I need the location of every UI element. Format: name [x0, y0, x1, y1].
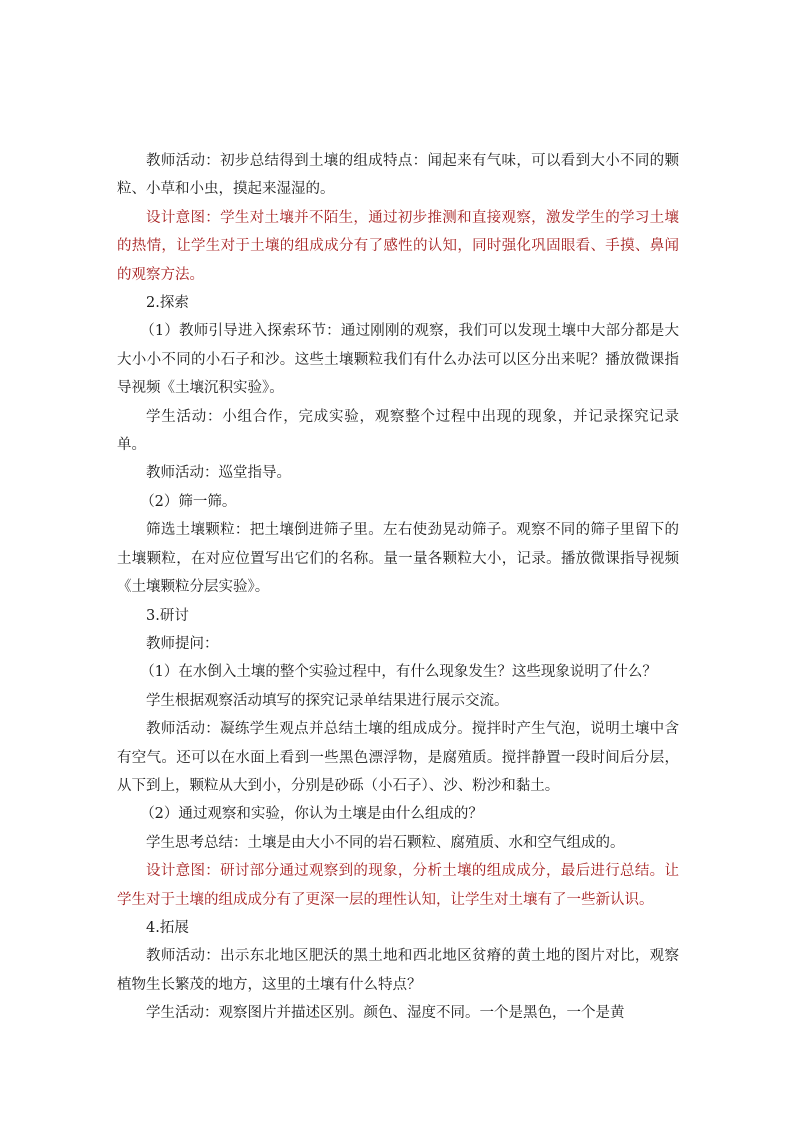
- paragraph-question-2: （2）通过观察和实验，你认为土壤是由什么组成的？: [140, 806, 483, 823]
- paragraph-teacher-conclusion: 教师活动：凝练学生观点并总结土壤的组成成分。搅拌时产生气泡，说明土壤中含有空气。还可以在水面上看到一些黑色漂浮物，是腐殖质。搅拌静置一段时间后分层，从下到上，颗粒从大到小，分别是砂砾（小石子）、沙、粉沙和黏土。: [117, 721, 679, 794]
- paragraph-question-1: （1）在水倒入土壤的整个实验过程中，有什么现象发生？这些现象说明了什么？: [140, 664, 657, 681]
- paragraph-teacher-question: 教师提问：: [146, 635, 219, 652]
- paragraph-teacher-guidance: 教师活动：巡堂指导。: [146, 465, 291, 482]
- section-heading-extend: 4.拓展: [146, 919, 189, 936]
- paragraph-design-intent-1: 设计意图：学生对土壤并不陌生，通过初步推测和直接观察，激发学生的学习土壤的热情，让学生对于土壤的组成成分有了感性的认知，同时强化巩固眼看、手摸、鼻闻的观察方法。: [117, 209, 679, 283]
- section-heading-explore: 2.探索: [146, 295, 189, 312]
- section-heading-discuss: 3.研讨: [146, 607, 189, 624]
- paragraph-teacher-summary: 教师活动：初步总结得到土壤的组成特点：闻起来有气味，可以看到大小不同的颗粒、小草和小虫，摸起来湿湿的。: [117, 153, 679, 198]
- paragraph-student-summary: 学生思考总结：土壤是由大小不同的岩石颗粒、腐殖质、水和空气组成的。: [146, 834, 625, 851]
- paragraph-explore-intro: （1）教师引导进入探索环节：通过刚刚的观察，我们可以发现土壤中大部分都是大大小小不同的小石子和沙。这些土壤颗粒我们有什么办法可以区分出来呢？播放微课指导视频《土壤沉积实验》。: [117, 323, 679, 397]
- paragraph-teacher-extend: 教师活动：出示东北地区肥沃的黑土地和西北地区贫瘠的黄土地的图片对比，观察植物生长繁茂的地方，这里的土壤有什么特点？: [117, 948, 679, 993]
- paragraph-sieve: （2）筛一筛。: [140, 493, 237, 510]
- paragraph-student-share: 学生根据观察活动填写的探究记录单结果进行展示交流。: [146, 692, 509, 709]
- paragraph-sieve-steps: 筛选土壤颗粒：把土壤倒进筛子里。左右使劲晃动筛子。观察不同的筛子里留下的土壤颗粒，在对应位置写出它们的名称。量一量各颗粒大小，记录。播放微课指导视频《土壤颗粒分层实验》。: [117, 522, 679, 596]
- paragraph-student-extend: 学生活动：观察图片并描述区别。颜色、湿度不同。一个是黑色，一个是黄: [146, 1005, 625, 1022]
- paragraph-student-activity-1: 学生活动：小组合作，完成实验，观察整个过程中出现的现象，并记录探究记录单。: [117, 408, 679, 454]
- document-body: [117, 147, 679, 1028]
- paragraph-design-intent-2: 设计意图：研讨部分通过观察到的现象，分析土壤的组成成分，最后进行总结。让学生对于土壤的组成成分有了更深一层的理性认知，让学生对土壤有了一些新认识。: [117, 863, 679, 908]
